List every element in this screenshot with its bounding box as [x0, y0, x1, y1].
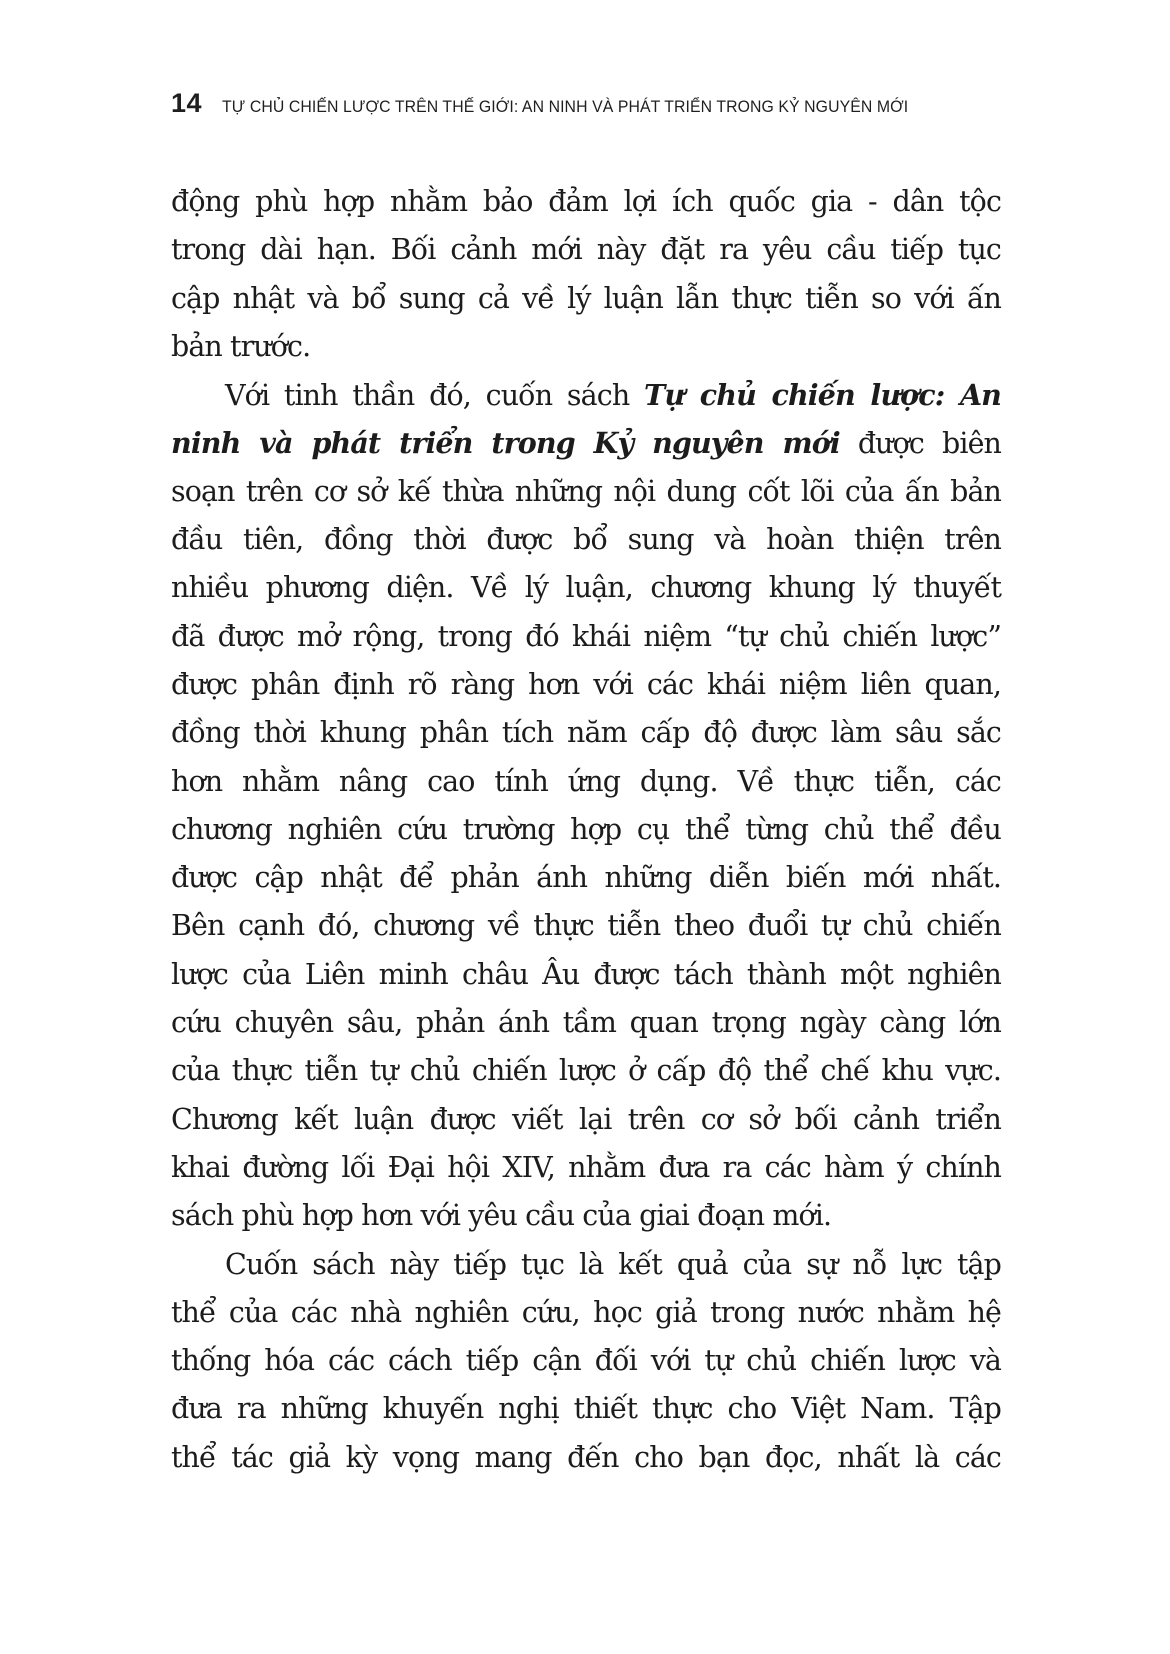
page-number: 14 — [171, 88, 203, 118]
running-header — [171, 88, 1001, 128]
text-line: hơn nhằm nâng cao tính ứng dụng. Về thực tiễn, các — [171, 764, 1001, 798]
text-line: Chương kết luận được viết lại trên cơ sở bối cảnh triển — [171, 1102, 1001, 1136]
text-line: soạn trên cơ sở kế thừa những nội dung cốt lõi của ấn bản — [171, 474, 1001, 508]
text-line: bản trước. — [171, 329, 311, 363]
text-line: đưa ra những khuyến nghị thiết thực cho Việt Nam. Tập — [171, 1392, 1001, 1426]
book-title-emphasis: Tự chủ chiến lược: An — [644, 378, 1001, 413]
text-line: Bên cạnh đó, chương về thực tiễn theo đuổi tự chủ chiến — [171, 909, 1001, 943]
text-line: thể của các nhà nghiên cứu, học giả trong nước nhằm hệ — [171, 1295, 1001, 1329]
text-line: của thực tiễn tự chủ chiến lược ở cấp độ thể chế khu vực. — [171, 1054, 1001, 1088]
book-title-emphasis: ninh và phát triển trong Kỷ nguyên mới — [171, 426, 840, 461]
text-line: trong dài hạn. Bối cảnh mới này đặt ra yêu cầu tiếp tục — [171, 233, 1001, 267]
text-line: đồng thời khung phân tích năm cấp độ được làm sâu sắc — [171, 716, 1001, 750]
text-line: được phân định rõ ràng hơn với các khái niệm liên quan, — [171, 667, 1001, 701]
text-line: sách phù hợp hơn với yêu cầu của giai đoạn mới. — [171, 1199, 832, 1233]
text-line — [171, 371, 1001, 419]
text-line: đầu tiên, đồng thời được bổ sung và hoàn thiện trên — [171, 523, 1001, 557]
text-line: khai đường lối Đại hội XIV, nhằm đưa ra các hàm ý chính — [171, 1150, 1001, 1184]
text-line: Cuốn sách này tiếp tục là kết quả của sự nỗ lực tập — [225, 1247, 1001, 1281]
text-line: nhiều phương diện. Về lý luận, chương khung lý thuyết — [171, 571, 1001, 605]
text-line: chương nghiên cứu trường hợp cụ thể từng chủ thể đều — [171, 812, 1001, 846]
text-line: cứu chuyên sâu, phản ánh tầm quan trọng ngày càng lớn — [171, 1006, 1001, 1040]
text-line — [171, 419, 1001, 467]
text-run: Với tinh thần đó, cuốn sách — [225, 379, 645, 413]
text-line: động phù hợp nhằm bảo đảm lợi ích quốc gia - dân tộc — [171, 185, 1001, 218]
text-run: được biên — [839, 427, 1001, 461]
text-line: đã được mở rộng, trong đó khái niệm “tự chủ chiến lược” — [171, 619, 1001, 653]
text-line: lược của Liên minh châu Âu được tách thành một nghiên — [171, 957, 1001, 991]
running-title: TỰ CHỦ CHIẾN LƯỢC TRÊN THẾ GIỚI: AN NINH VÀ PHÁT TRIỂN TRONG KỶ NGUYÊN MỚI — [222, 97, 909, 116]
text-line: thống hóa các cách tiếp cận đối với tự chủ chiến lược và — [171, 1344, 1001, 1378]
text-line: được cập nhật để phản ánh những diễn biến mới nhất. — [171, 861, 1001, 895]
text-line: thể tác giả kỳ vọng mang đến cho bạn đọc, nhất là các — [171, 1440, 1001, 1474]
text-line: cập nhật và bổ sung cả về lý luận lẫn thực tiễn so với ấn — [171, 281, 1001, 315]
body-text — [171, 178, 1001, 1482]
